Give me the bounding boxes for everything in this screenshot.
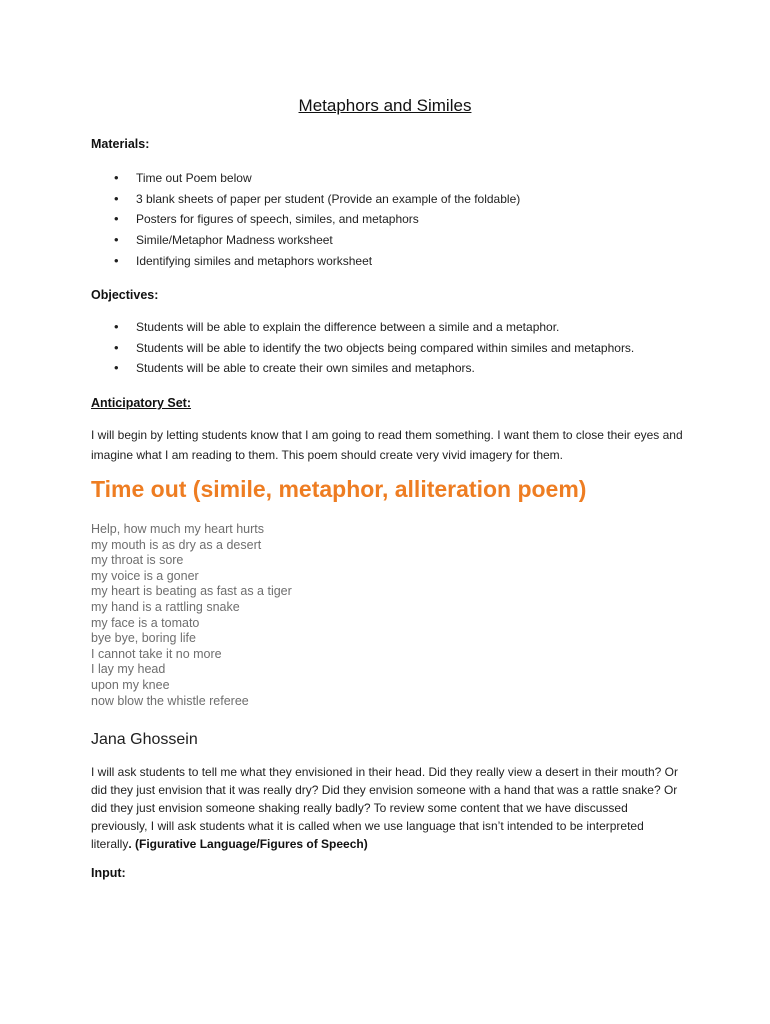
poem-line: upon my knee — [91, 677, 170, 692]
list-item: • Students will be able to identify the two objects being compared within similes and metaphors. — [110, 338, 634, 359]
anticipatory-set-text: I will begin by letting students know that I am going to read them something. I want them to close their eyes and imagine what I am reading to them. This poem should create very vivid imagery for them. — [91, 428, 683, 462]
poem-line: my voice is a goner — [91, 568, 199, 583]
list-item: • Time out Poem below — [110, 168, 520, 189]
poem-line: I lay my head — [91, 662, 166, 677]
list-item: • Students will be able to explain the difference between a simile and a metaphor. — [110, 317, 634, 338]
list-item: • Posters for figures of speech, similes, and metaphors — [110, 209, 520, 230]
poem-line: my mouth is as dry as a desert — [91, 537, 262, 552]
poem-title: Time out (simile, metaphor, alliteration poem) — [91, 476, 587, 502]
list-item: • Identifying similes and metaphors worksheet — [110, 251, 520, 272]
poem-line: bye bye, boring life — [91, 631, 196, 646]
materials-heading: Materials: — [91, 137, 150, 151]
list-item: • Simile/Metaphor Madness worksheet — [110, 230, 520, 251]
input-heading: Input: — [91, 866, 126, 880]
materials-list — [110, 168, 520, 271]
list-item: • Students will be able to create their own similes and metaphors. — [110, 358, 634, 379]
poem-line: my heart is beating as fast as a tiger — [91, 584, 292, 599]
list-item: • 3 blank sheets of paper per student (Provide an example of the foldable) — [110, 189, 520, 210]
objectives-list — [110, 317, 634, 379]
discussion-text: I will ask students to tell me what they envisioned in their head. Did they really view a desert in their mouth? Or did they just envision that it was really dry? Did they envision someone with a hand that was a rattle snake? Or did they just envision someone shaking really badly? To review some content that we have discussed previously, I will ask students what it is called when we use language that isn’t intended to be interpreted literally — [91, 765, 678, 851]
poem-line: my face is a tomato — [91, 615, 200, 630]
poem-lines — [91, 522, 292, 709]
poem-line: Help, how much my heart hurts — [91, 522, 264, 536]
page-title: Metaphors and Similes — [298, 96, 472, 115]
discussion-paragraph — [91, 763, 687, 853]
anticipatory-set-heading: Anticipatory Set: — [91, 396, 192, 410]
poem-line: now blow the whistle referee — [91, 693, 249, 708]
poem-line: my throat is sore — [91, 553, 184, 568]
objectives-heading: Objectives: — [91, 288, 159, 302]
poem-author: Jana Ghossein — [91, 731, 198, 748]
figurative-language-emphasis: . (Figurative Language/Figures of Speech) — [128, 837, 368, 851]
poem-line: my hand is a rattling snake — [91, 599, 240, 614]
poem-line: I cannot take it no more — [91, 646, 222, 661]
